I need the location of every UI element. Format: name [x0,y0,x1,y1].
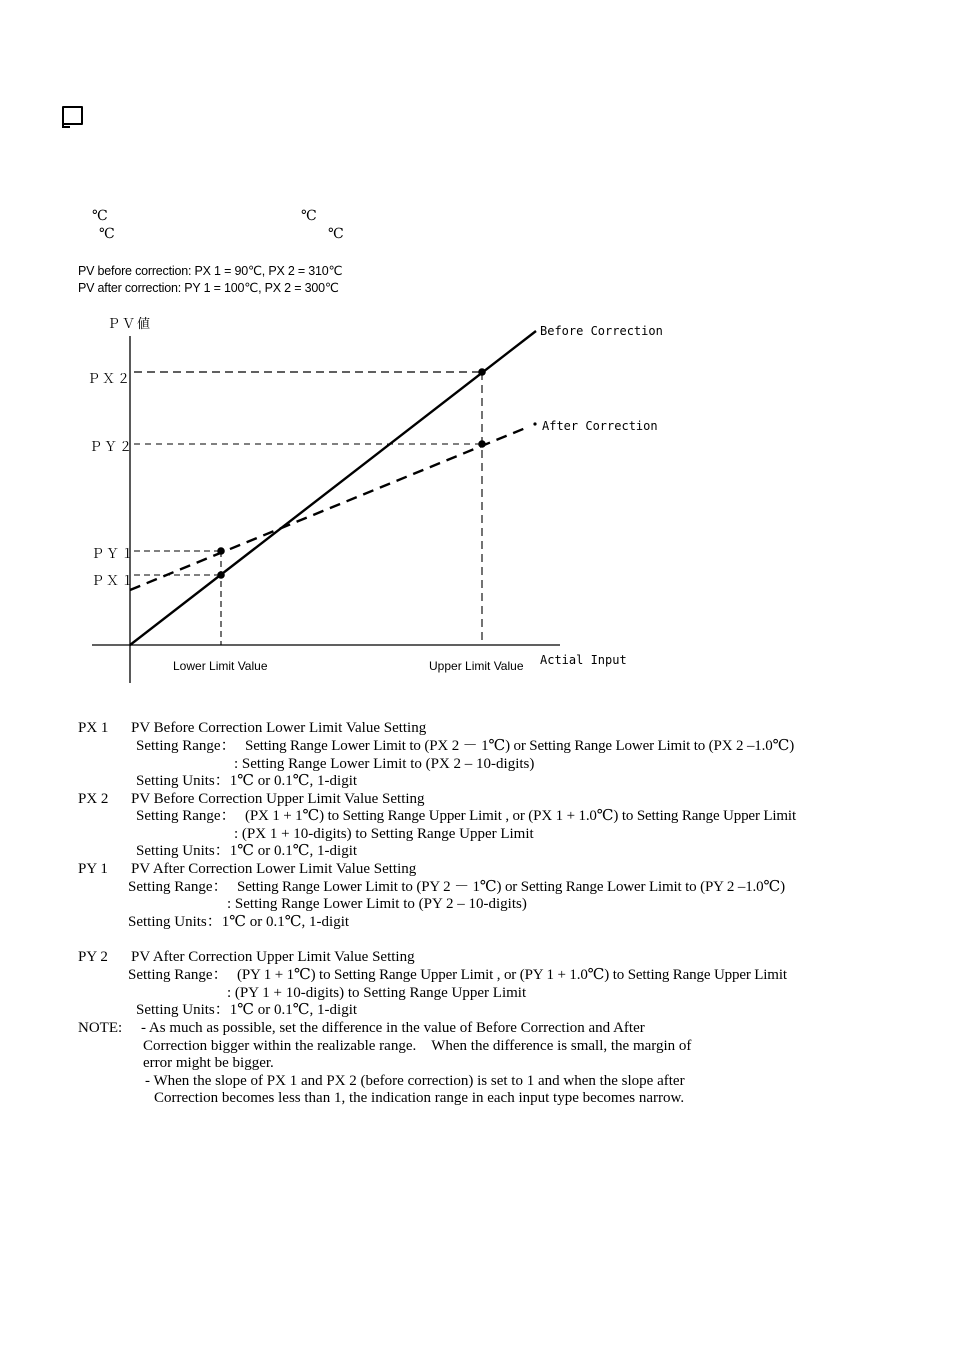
setting-code-py2: PY 2 [78,949,108,965]
py2-point [478,440,486,448]
degree-mark: ℃ [99,227,115,242]
note-text: Correction becomes less than 1, the indication range in each input type becomes narrow. [154,1090,685,1106]
setting-units-text: Setting Units：1℃ or 0.1℃, 1-digit [136,843,358,859]
after-correction-marker [533,422,536,425]
before-correction-label: Before Correction [540,324,663,338]
setting-units-text: Setting Units：1℃ or 0.1℃, 1-digit [136,1002,358,1018]
setting-title-px1: PV Before Correction Lower Limit Value Setting [131,720,427,736]
before-correction-line [130,331,536,645]
degree-mark: ℃ [92,209,108,224]
tick-label-py1: ＰＹ１ [91,547,137,562]
px2-point [478,368,486,376]
tick-label-py2: ＰＹ２ [89,440,135,455]
x-axis-label: Actial Input [540,653,627,667]
py1-point [217,547,225,555]
degree-mark: ℃ [328,227,344,242]
setting-range-label: Setting Range： [128,879,228,895]
after-correction-label: After Correction [542,419,658,433]
pv-after-correction-text: PV after correction: PY 1 = 100℃, PX 2 = 300℃ [78,281,339,295]
tick-label-px2: ＰＸ２ [87,372,133,387]
setting-code-px1: PX 1 [78,720,109,736]
note-text: - When the slope of PX 1 and PX 2 (before correction) is set to 1 and when the slope after [145,1073,685,1089]
setting-title-py1: PV After Correction Lower Limit Value Setting [131,861,417,877]
setting-range-text: : Setting Range Lower Limit to (PY 2 – 10-digits) [227,896,527,912]
note-text: - As much as possible, set the difference in the value of Before Correction and After [141,1020,645,1036]
degree-mark: ℃ [301,209,317,224]
tick-label-upper-limit: Upper Limit Value [429,659,524,673]
px1-point [217,571,225,579]
setting-units-text: Setting Units：1℃ or 0.1℃, 1-digit [128,914,350,930]
note-text: error might be bigger. [143,1055,274,1071]
setting-range-label: Setting Range： [128,967,228,983]
pv-before-correction-text: PV before correction: PX 1 = 90℃, PX 2 = 310℃ [78,264,343,278]
tick-label-px1: ＰＸ１ [91,574,137,589]
setting-range-text: (PY 1 + 1℃) to Setting Range Upper Limit , or (PY 1 + 1.0℃) to Setting Range Upper Limit [237,967,787,983]
setting-code-py1: PY 1 [78,861,108,877]
note-text: Correction bigger within the realizable range. When the difference is small, the margin of [143,1038,692,1054]
y-axis-label: ＰＶ値 [107,317,153,332]
setting-code-px2: PX 2 [78,791,109,807]
setting-title-py2: PV After Correction Upper Limit Value Setting [131,949,415,965]
note-label: NOTE: [78,1020,123,1036]
setting-range-text: (PX 1 + 1℃) to Setting Range Upper Limit , or (PX 1 + 1.0℃) to Setting Range Upper Limit [245,808,796,824]
setting-range-text: : (PY 1 + 10-digits) to Setting Range Upper Limit [227,985,527,1001]
setting-range-text: : (PX 1 + 10-digits) to Setting Range Upper Limit [234,826,534,842]
setting-range-text: Setting Range Lower Limit to (PX 2 － 1℃) or Setting Range Lower Limit to (PX 2 –1.0℃) [245,738,795,754]
after-correction-line [130,427,528,590]
tick-label-lower-limit: Lower Limit Value [173,659,268,673]
setting-range-label: Setting Range： [136,738,236,754]
setting-range-label: Setting Range： [136,808,236,824]
setting-units-text: Setting Units：1℃ or 0.1℃, 1-digit [136,773,358,789]
setting-range-text: Setting Range Lower Limit to (PY 2 － 1℃) or Setting Range Lower Limit to (PY 2 –1.0℃) [237,879,785,895]
setting-title-px2: PV Before Correction Upper Limit Value Setting [131,791,425,807]
setting-range-text: : Setting Range Lower Limit to (PX 2 – 10-digits) [234,756,535,772]
